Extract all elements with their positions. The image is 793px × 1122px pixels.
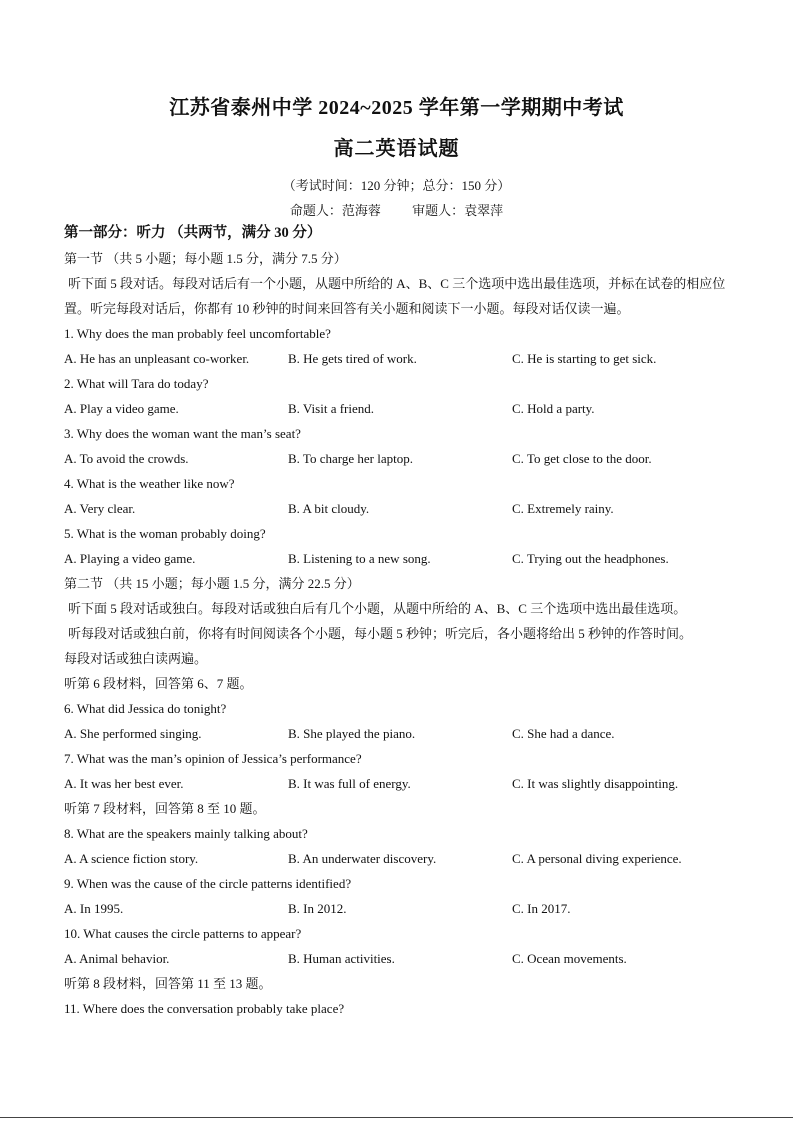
options-4 [64, 496, 744, 521]
setter: 命题人：范海蓉 [289, 203, 381, 218]
option-c: C. Hold a party. [512, 401, 595, 416]
options-5 [64, 546, 744, 571]
question-1: 1. Why does the man probably feel uncomfortable? [64, 326, 331, 341]
section1-heading: 第一节 （共 5 小题；每小题 1.5 分，满分 7.5 分） [64, 251, 347, 266]
option-b: B. Human activities. [288, 951, 395, 966]
section2-instruction-2: 听每段对话或独白前，你将有时间阅读各个小题，每小题 5 秒钟；听完后，各小题将给出 5 秒钟的作答时间。 [68, 626, 693, 641]
option-c: C. Extremely rainy. [512, 501, 614, 516]
material-7: 听第 7 段材料，回答第 8 至 10 题。 [64, 801, 266, 816]
reviewer: 审题人：袁翠萍 [412, 203, 504, 218]
options-1 [64, 346, 744, 371]
part1-heading: 第一部分：听力 （共两节，满分 30 分） [64, 225, 322, 241]
exam-authors [0, 200, 793, 219]
option-b: B. It was full of energy. [288, 776, 411, 791]
exam-info: （考试时间：120 分钟；总分：150 分） [282, 178, 511, 193]
option-b: B. To charge her laptop. [288, 451, 413, 466]
option-c: C. She had a dance. [512, 726, 615, 741]
option-a: A. Playing a video game. [64, 551, 196, 566]
section2-instruction-1: 听下面 5 段对话或独白。每段对话或独白后有几个小题，从题中所给的 A、B、C 三个选项中选出最佳选项。 [68, 601, 687, 616]
option-a: A. Animal behavior. [64, 951, 170, 966]
exam-subtitle: 高二英语试题 [333, 138, 460, 160]
question-3: 3. Why does the woman want the man’s seat? [64, 426, 301, 441]
options-7 [64, 771, 744, 796]
question-7: 7. What was the man’s opinion of Jessica’s performance? [64, 751, 362, 766]
option-a: A. Very clear. [64, 501, 136, 516]
options-2 [64, 396, 744, 421]
option-b: B. An underwater discovery. [288, 851, 437, 866]
section2-heading: 第二节 （共 15 小题；每小题 1.5 分，满分 22.5 分） [64, 576, 360, 591]
options-10 [64, 946, 744, 971]
section2-instruction-3: 每段对话或独白读两遍。 [64, 651, 208, 666]
option-a: A. It was her best ever. [64, 776, 184, 791]
option-b: B. Visit a friend. [288, 401, 374, 416]
option-c: C. Ocean movements. [512, 951, 627, 966]
option-b: B. A bit cloudy. [288, 501, 370, 516]
option-b: B. Listening to a new song. [288, 551, 431, 566]
option-a: A. A science fiction story. [64, 851, 199, 866]
exam-body [64, 221, 744, 1021]
option-a: A. In 1995. [64, 901, 124, 916]
option-c: C. In 2017. [512, 901, 571, 916]
question-10: 10. What causes the circle patterns to appear? [64, 926, 302, 941]
options-8 [64, 846, 744, 871]
question-5: 5. What is the woman probably doing? [64, 526, 266, 541]
page-bottom-rule [0, 1117, 793, 1118]
question-11: 11. Where does the conversation probably take place? [64, 1001, 345, 1016]
option-a: A. Play a video game. [64, 401, 179, 416]
option-b: B. He gets tired of work. [288, 351, 417, 366]
options-9 [64, 896, 744, 921]
question-6: 6. What did Jessica do tonight? [64, 701, 227, 716]
option-c: C. Trying out the headphones. [512, 551, 669, 566]
material-6: 听第 6 段材料，回答第 6、7 题。 [64, 676, 253, 691]
option-b: B. In 2012. [288, 901, 347, 916]
option-c: C. He is starting to get sick. [512, 351, 657, 366]
option-c: C. To get close to the door. [512, 451, 652, 466]
question-2: 2. What will Tara do today? [64, 376, 209, 391]
option-c: C. A personal diving experience. [512, 851, 682, 866]
section1-instruction: 听下面 5 段对话。每段对话后有一个小题，从题中所给的 A、B、C 三个选项中选出最佳选项，并标在试卷的相应位置。听完每段对话后，你都有 10 秒钟的时间来回答有关小题和阅读下一小题。每段对话仅读一遍。 [64, 276, 726, 316]
options-6 [64, 721, 744, 746]
question-8: 8. What are the speakers mainly talking about? [64, 826, 308, 841]
options-3 [64, 446, 744, 471]
material-8: 听第 8 段材料，回答第 11 至 13 题。 [64, 976, 272, 991]
option-a: A. He has an unpleasant co-worker. [64, 351, 250, 366]
option-a: A. She performed singing. [64, 726, 202, 741]
option-c: C. It was slightly disappointing. [512, 776, 679, 791]
option-b: B. She played the piano. [288, 726, 416, 741]
question-4: 4. What is the weather like now? [64, 476, 235, 491]
option-a: A. To avoid the crowds. [64, 451, 189, 466]
question-9: 9. When was the cause of the circle patterns identified? [64, 876, 352, 891]
exam-title: 江苏省泰州中学 2024~2025 学年第一学期期中考试 [169, 97, 624, 119]
